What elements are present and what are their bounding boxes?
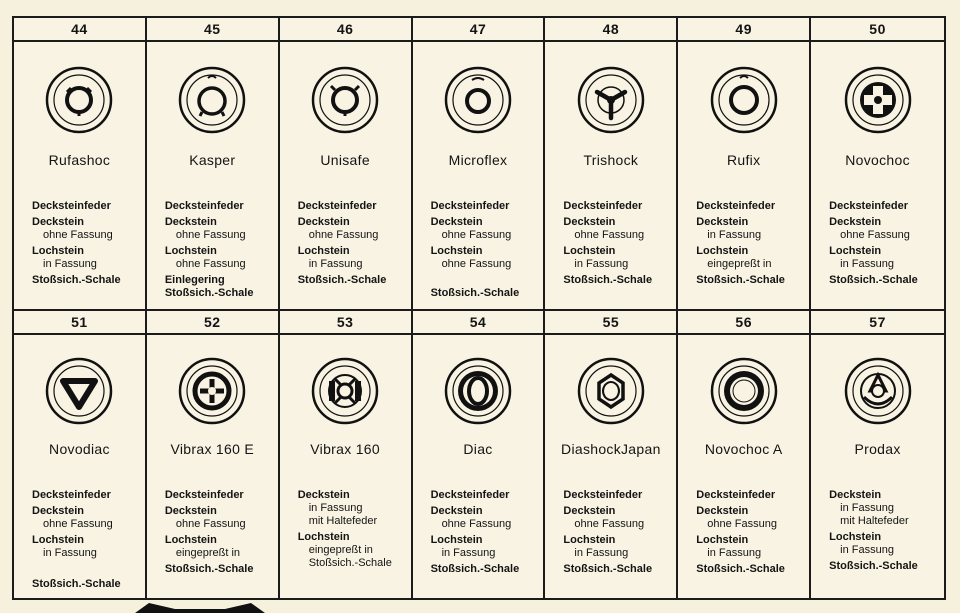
part-name: Lochstein <box>829 531 882 543</box>
part-name: Lochstein <box>164 534 217 546</box>
part-name: Deckstein <box>430 505 483 517</box>
part-detail: ohne Fassung <box>574 229 645 241</box>
card-number: 51 <box>14 311 145 335</box>
rufashoc-setting-icon <box>45 66 113 134</box>
card-description <box>696 200 805 290</box>
card-number: 54 <box>413 311 544 335</box>
card-number: 45 <box>147 18 278 42</box>
card-56 <box>678 311 811 600</box>
card-description <box>32 200 141 290</box>
card-description <box>563 489 672 579</box>
card-number: 49 <box>678 18 809 42</box>
description-item <box>696 216 805 242</box>
part-name: Decksteinfeder <box>32 489 111 501</box>
part-detail: in Fassung <box>308 258 363 270</box>
card-45 <box>147 18 280 309</box>
part-detail: ohne Fassung <box>441 518 512 530</box>
description-item <box>563 216 672 242</box>
card-46 <box>280 18 413 309</box>
part-name: Lochstein <box>32 534 84 546</box>
description-item <box>829 245 940 271</box>
card-name: Novochoc <box>845 152 910 168</box>
part-detail: ohne Fassung <box>175 258 246 270</box>
part-detail: ohne Fassung <box>175 518 246 530</box>
description-item <box>829 560 940 573</box>
part-detail: ohne Fassung <box>840 229 910 241</box>
description-item <box>563 489 672 502</box>
description-item <box>829 200 940 213</box>
card-53 <box>280 311 413 600</box>
card-48 <box>545 18 678 309</box>
part-name: Deckstein <box>297 216 350 228</box>
card-description <box>829 200 940 290</box>
description-item <box>563 245 672 271</box>
card-name: Trishock <box>583 152 639 168</box>
part-detail: ohne Fassung <box>441 258 512 270</box>
card-number: 47 <box>413 18 544 42</box>
description-item <box>298 245 407 271</box>
part-name: Lochstein <box>297 245 350 257</box>
card-footer: Stoßsich.-Schale <box>430 287 520 299</box>
part-detail: in Fassung <box>707 229 762 241</box>
part-name: Decksteinfeder <box>164 200 244 212</box>
part-detail: in Fassung <box>574 258 629 270</box>
card-name: Prodax <box>854 441 901 457</box>
part-name: Stoßsich.-Schale <box>430 563 520 575</box>
description-item <box>32 216 141 242</box>
part-detail: in Fassung mit Haltefeder <box>840 502 909 527</box>
description-item <box>431 489 540 502</box>
description-item <box>32 505 141 531</box>
rufix-setting-icon <box>710 66 778 134</box>
part-name: Decksteinfeder <box>829 200 909 212</box>
card-54 <box>413 311 546 600</box>
description-item <box>431 200 540 213</box>
part-name: Lochstein <box>696 534 749 546</box>
table-row-top <box>14 18 944 309</box>
card-49 <box>678 18 811 309</box>
part-name: Deckstein <box>829 216 882 228</box>
description-item <box>829 489 940 528</box>
description-item <box>32 274 141 287</box>
card-47 <box>413 18 546 309</box>
description-item <box>165 274 274 287</box>
part-name: Deckstein <box>430 216 483 228</box>
card-footer: Stoßsich.-Schale <box>32 578 121 590</box>
kasper-setting-icon <box>178 66 246 134</box>
part-name: Stoßsich.-Schale <box>563 274 653 286</box>
part-name: Decksteinfeder <box>297 200 377 212</box>
description-item <box>696 534 805 560</box>
part-name: Lochstein <box>297 531 350 543</box>
part-name: Einlegering <box>164 274 225 286</box>
part-name: Decksteinfeder <box>696 200 776 212</box>
unisafe-setting-icon <box>311 66 379 134</box>
part-name: Decksteinfeder <box>430 200 510 212</box>
card-55 <box>545 311 678 600</box>
description-item <box>431 216 540 242</box>
part-detail: ohne Fassung <box>441 229 512 241</box>
description-item <box>829 216 940 242</box>
part-detail: in Fassung <box>441 547 496 559</box>
description-item <box>165 563 274 576</box>
description-item <box>165 216 274 242</box>
vibrax-160-e-setting-icon <box>178 357 246 425</box>
part-name: Deckstein <box>563 216 616 228</box>
card-description <box>431 200 540 274</box>
card-number: 57 <box>811 311 944 335</box>
description-item <box>431 505 540 531</box>
part-detail: in Fassung mit Haltefeder <box>308 502 378 527</box>
card-number: 44 <box>14 18 145 42</box>
corner-mark <box>135 603 265 613</box>
card-description <box>165 489 274 579</box>
part-name: Lochstein <box>829 245 882 257</box>
part-name: Decksteinfeder <box>563 489 643 501</box>
part-name: Decksteinfeder <box>430 489 510 501</box>
description-item <box>829 274 940 287</box>
prodax-setting-icon <box>844 357 912 425</box>
card-name: Unisafe <box>320 152 370 168</box>
description-item <box>32 534 141 560</box>
description-item <box>696 245 805 271</box>
part-name: Deckstein <box>297 489 350 501</box>
part-name: Deckstein <box>696 505 749 517</box>
card-description <box>298 489 407 573</box>
shock-protection-table <box>12 16 946 600</box>
description-item <box>32 200 141 213</box>
card-name: Rufashoc <box>48 152 111 168</box>
part-detail: ohne Fassung <box>175 229 246 241</box>
description-item <box>829 531 940 557</box>
description-item <box>165 200 274 213</box>
description-item <box>298 489 407 528</box>
card-name: Kasper <box>189 152 236 168</box>
description-item <box>563 200 672 213</box>
card-name: Rufix <box>727 152 761 168</box>
card-name: Vibrax 160 E <box>170 441 255 457</box>
vibrax-160-setting-icon <box>311 357 379 425</box>
card-description <box>165 200 274 290</box>
description-item <box>563 534 672 560</box>
part-detail: eingepreßt in <box>707 258 772 270</box>
card-name: Vibrax 160 <box>310 441 380 457</box>
part-detail: in Fassung <box>574 547 629 559</box>
description-item <box>431 563 540 576</box>
card-description <box>563 200 672 290</box>
part-name: Deckstein <box>563 505 616 517</box>
part-name: Stoßsich.-Schale <box>297 274 387 286</box>
diashock-japan-setting-icon <box>577 357 645 425</box>
description-item <box>563 563 672 576</box>
card-number: 48 <box>545 18 676 42</box>
part-name: Decksteinfeder <box>563 200 643 212</box>
description-item <box>563 274 672 287</box>
card-name: DiashockJapan <box>561 441 661 457</box>
description-item <box>696 489 805 502</box>
microflex-setting-icon <box>444 66 512 134</box>
card-51 <box>14 311 147 600</box>
card-description <box>431 489 540 579</box>
trishock-setting-icon <box>577 66 645 134</box>
card-number: 55 <box>545 311 676 335</box>
diac-setting-icon <box>444 357 512 425</box>
part-detail: ohne Fassung <box>574 518 645 530</box>
part-name: Lochstein <box>430 245 483 257</box>
table-row-bottom <box>14 309 944 600</box>
card-description <box>32 489 141 563</box>
card-description <box>298 200 407 290</box>
novodiac-setting-icon <box>45 357 113 425</box>
card-50 <box>811 18 944 309</box>
part-name: Stoßsich.-Schale <box>829 560 918 572</box>
part-detail: in Fassung <box>43 547 97 559</box>
card-name: Diac <box>463 441 493 457</box>
part-detail: in Fassung <box>840 544 894 556</box>
part-name: Lochstein <box>696 245 749 257</box>
part-name: Deckstein <box>32 505 84 517</box>
part-name: Lochstein <box>563 245 616 257</box>
part-detail: in Fassung <box>707 547 762 559</box>
part-name: Stoßsich.-Schale <box>696 563 785 575</box>
part-name: Lochstein <box>32 245 84 257</box>
part-name: Deckstein <box>32 216 84 228</box>
description-item <box>165 505 274 531</box>
card-number: 50 <box>811 18 944 42</box>
part-name: Stoßsich.-Schale <box>829 274 918 286</box>
description-item <box>165 489 274 502</box>
part-name: Lochstein <box>563 534 616 546</box>
description-item <box>165 534 274 560</box>
part-name: Stoßsich.-Schale <box>32 274 121 286</box>
card-number: 53 <box>280 311 411 335</box>
description-item <box>298 200 407 213</box>
description-item <box>696 505 805 531</box>
card-name: Novochoc A <box>704 441 783 457</box>
part-detail: eingepreßt in <box>175 547 241 559</box>
description-item <box>298 274 407 287</box>
part-name: Deckstein <box>696 216 749 228</box>
description-item <box>298 216 407 242</box>
part-name: Deckstein <box>829 489 882 501</box>
part-name: Stoßsich.-Schale <box>164 563 254 575</box>
part-name: Decksteinfeder <box>164 489 244 501</box>
description-item <box>32 489 141 502</box>
description-item <box>431 534 540 560</box>
part-name: Deckstein <box>164 216 217 228</box>
part-name: Decksteinfeder <box>32 200 111 212</box>
card-footer: Stoßsich.-Schale <box>164 287 254 299</box>
part-name: Lochstein <box>164 245 217 257</box>
part-name: Deckstein <box>164 505 217 517</box>
part-detail: in Fassung <box>840 258 894 270</box>
part-detail: ohne Fassung <box>707 518 777 530</box>
card-description <box>696 489 805 579</box>
card-name: Microflex <box>448 152 508 168</box>
description-item <box>32 245 141 271</box>
part-detail: ohne Fassung <box>43 229 113 241</box>
description-item <box>563 505 672 531</box>
novochoc-setting-icon <box>844 66 912 134</box>
description-item <box>696 274 805 287</box>
description-item <box>431 245 540 271</box>
description-item <box>696 200 805 213</box>
card-description <box>829 489 940 576</box>
part-name: Decksteinfeder <box>696 489 776 501</box>
description-item <box>298 531 407 570</box>
part-name: Stoßsich.-Schale <box>563 563 653 575</box>
description-item <box>696 563 805 576</box>
card-44 <box>14 18 147 309</box>
part-detail: ohne Fassung <box>308 229 379 241</box>
description-item <box>165 245 274 271</box>
part-detail: eingepreßt in Stoßsich.-Schale <box>308 544 392 569</box>
part-name: Stoßsich.-Schale <box>696 274 785 286</box>
part-detail: ohne Fassung <box>43 518 113 530</box>
card-57 <box>811 311 944 600</box>
card-name: Novodiac <box>49 441 110 457</box>
card-number: 56 <box>678 311 809 335</box>
card-number: 46 <box>280 18 411 42</box>
card-52 <box>147 311 280 600</box>
part-name: Lochstein <box>430 534 483 546</box>
novochoc-a-setting-icon <box>710 357 778 425</box>
part-detail: in Fassung <box>43 258 97 270</box>
card-number: 52 <box>147 311 278 335</box>
